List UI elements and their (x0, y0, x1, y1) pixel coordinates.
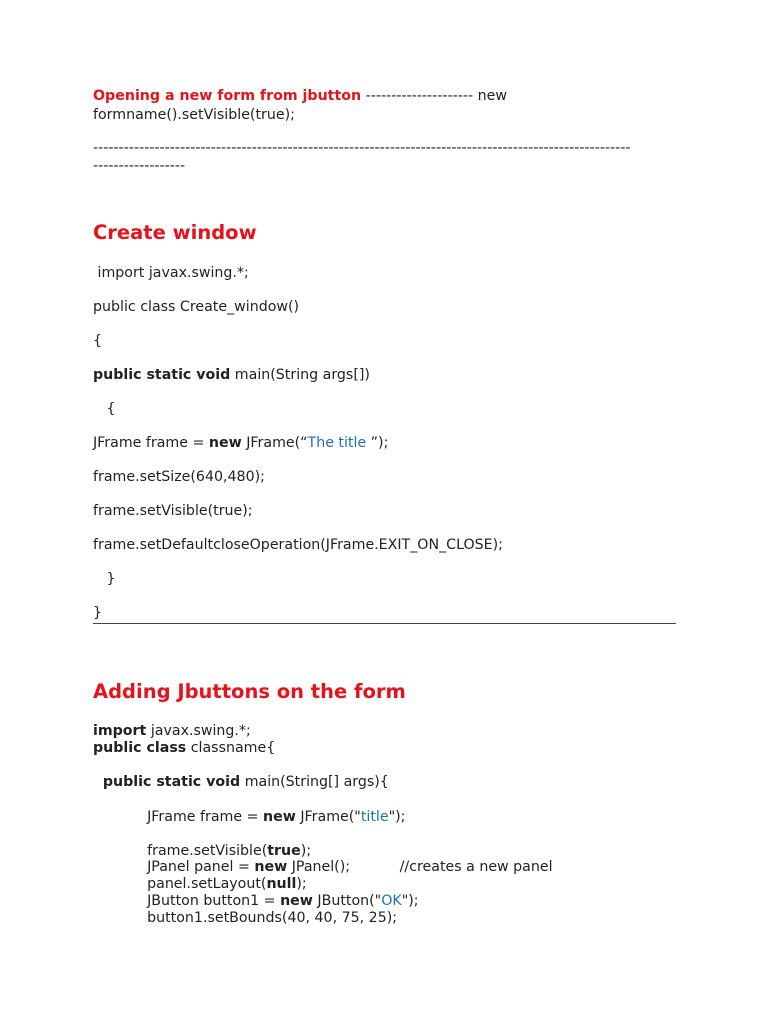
code-setvisible: frame.setVisible(true); (93, 503, 253, 519)
code-open-brace: { (93, 333, 103, 349)
code-text: JFrame(“ (241, 435, 308, 451)
keyword: public static void (93, 774, 241, 790)
code2-import (93, 722, 251, 740)
code-jframe (93, 434, 388, 452)
code2-setlayout (93, 875, 307, 893)
code2-main-decl (93, 773, 389, 791)
keyword: public class (93, 740, 187, 756)
code-close-brace: } (93, 605, 103, 621)
code-setsize: frame.setSize(640,480); (93, 469, 265, 485)
intro-line-2: formname().setVisible(true); (93, 107, 295, 123)
code-import: import javax.swing.*; (93, 265, 249, 281)
keyword: new (280, 893, 313, 909)
keyword: new (263, 809, 296, 825)
keyword: new (254, 859, 288, 875)
code-text: JFrame frame = (93, 809, 263, 825)
code-text: JButton(" (312, 893, 382, 909)
code-text: JPanel panel = (93, 859, 255, 875)
code-text: JPanel(); (287, 859, 351, 875)
code-text: ”); (366, 435, 389, 451)
code-text: "); (388, 809, 406, 825)
separator-line-2: ------------------ (93, 158, 186, 174)
keyword: new (208, 435, 242, 451)
code2-class-decl (93, 739, 275, 757)
code-text: JFrame(" (295, 809, 361, 825)
code-class-decl: public class Create_window() (93, 299, 300, 315)
code-close-row (93, 604, 676, 624)
string-literal: title (360, 809, 389, 825)
code-text: JFrame frame = (93, 435, 209, 451)
code-inner-open: { (93, 401, 116, 417)
code-text: javax.swing.*; (146, 723, 251, 739)
code-text: frame.setVisible( (93, 843, 268, 859)
code-text: JButton button1 = (93, 893, 281, 909)
code2-setbounds: button1.setBounds(40, 40, 75, 25); (93, 910, 398, 926)
separator-line-1: --------------------------------------------------------------------------------------------------------- (93, 140, 631, 156)
code-text: ); (296, 876, 307, 892)
code-comment: //creates a new panel (350, 859, 553, 875)
intro-dashes: --------------------- new (361, 88, 507, 104)
code-text: main(String args[]) (230, 367, 370, 383)
code2-jframe (93, 808, 405, 826)
code-text: panel.setLayout( (93, 876, 267, 892)
keyword: public static void (93, 367, 231, 383)
keyword: null (266, 876, 297, 892)
code-setclose: frame.setDefaultcloseOperation(JFrame.EXIT_ON_CLOSE); (93, 537, 503, 553)
code-text: main(String[] args){ (240, 774, 389, 790)
string-literal: The title (307, 435, 367, 451)
code-text: classname{ (186, 740, 276, 756)
code2-jbutton (93, 892, 419, 910)
intro-heading: Opening a new form from jbutton (93, 88, 362, 104)
code-main-decl (93, 366, 370, 384)
code-text: ); (300, 843, 312, 859)
code-text: "); (401, 893, 419, 909)
keyword: true (267, 843, 301, 859)
section-title-create-window: Create window (93, 221, 257, 244)
keyword: import (93, 723, 147, 739)
code-inner-close: } (93, 571, 116, 587)
code2-panel (93, 858, 553, 876)
intro-line-1 (93, 87, 507, 105)
section-title-adding-jbuttons: Adding Jbuttons on the form (93, 680, 406, 703)
string-literal: OK (381, 893, 402, 909)
